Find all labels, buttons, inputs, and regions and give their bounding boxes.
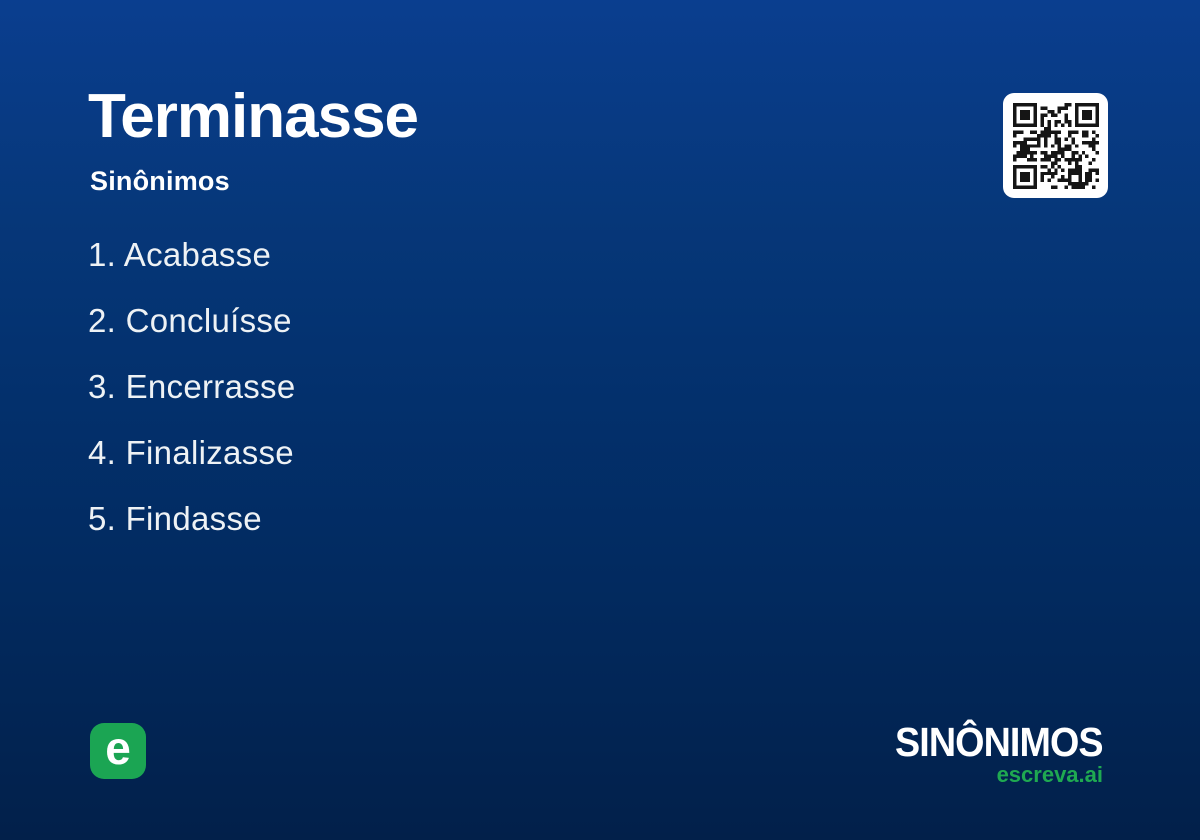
list-item-number: 3. xyxy=(88,368,117,405)
list-item xyxy=(88,502,296,535)
list-item xyxy=(88,238,296,271)
list-item-word: Acabasse xyxy=(123,236,272,273)
list-item-word: Encerrasse xyxy=(125,368,296,405)
brand-site-name: escreva.ai xyxy=(996,762,1103,787)
brand-block xyxy=(877,719,1103,787)
list-item xyxy=(88,304,296,337)
synonyms-list xyxy=(88,238,296,568)
page-title: Terminasse xyxy=(88,82,419,151)
list-item-word: Findasse xyxy=(125,500,262,537)
list-item-number: 5. xyxy=(88,500,117,537)
list-item-number: 1. xyxy=(88,236,117,273)
brand-wordmark: SINÔNIMOS xyxy=(895,719,1103,765)
escreva-logo-letter: e xyxy=(105,722,131,774)
list-item xyxy=(88,436,296,469)
list-item xyxy=(88,370,296,403)
list-item-word: Finalizasse xyxy=(125,434,294,471)
list-item-number: 2. xyxy=(88,302,117,339)
escreva-logo xyxy=(90,723,146,779)
qr-code xyxy=(1003,93,1108,198)
list-item-number: 4. xyxy=(88,434,117,471)
qr-code-icon xyxy=(1013,103,1099,189)
list-item-word: Concluísse xyxy=(125,302,292,339)
page-subtitle: Sinônimos xyxy=(90,166,230,196)
